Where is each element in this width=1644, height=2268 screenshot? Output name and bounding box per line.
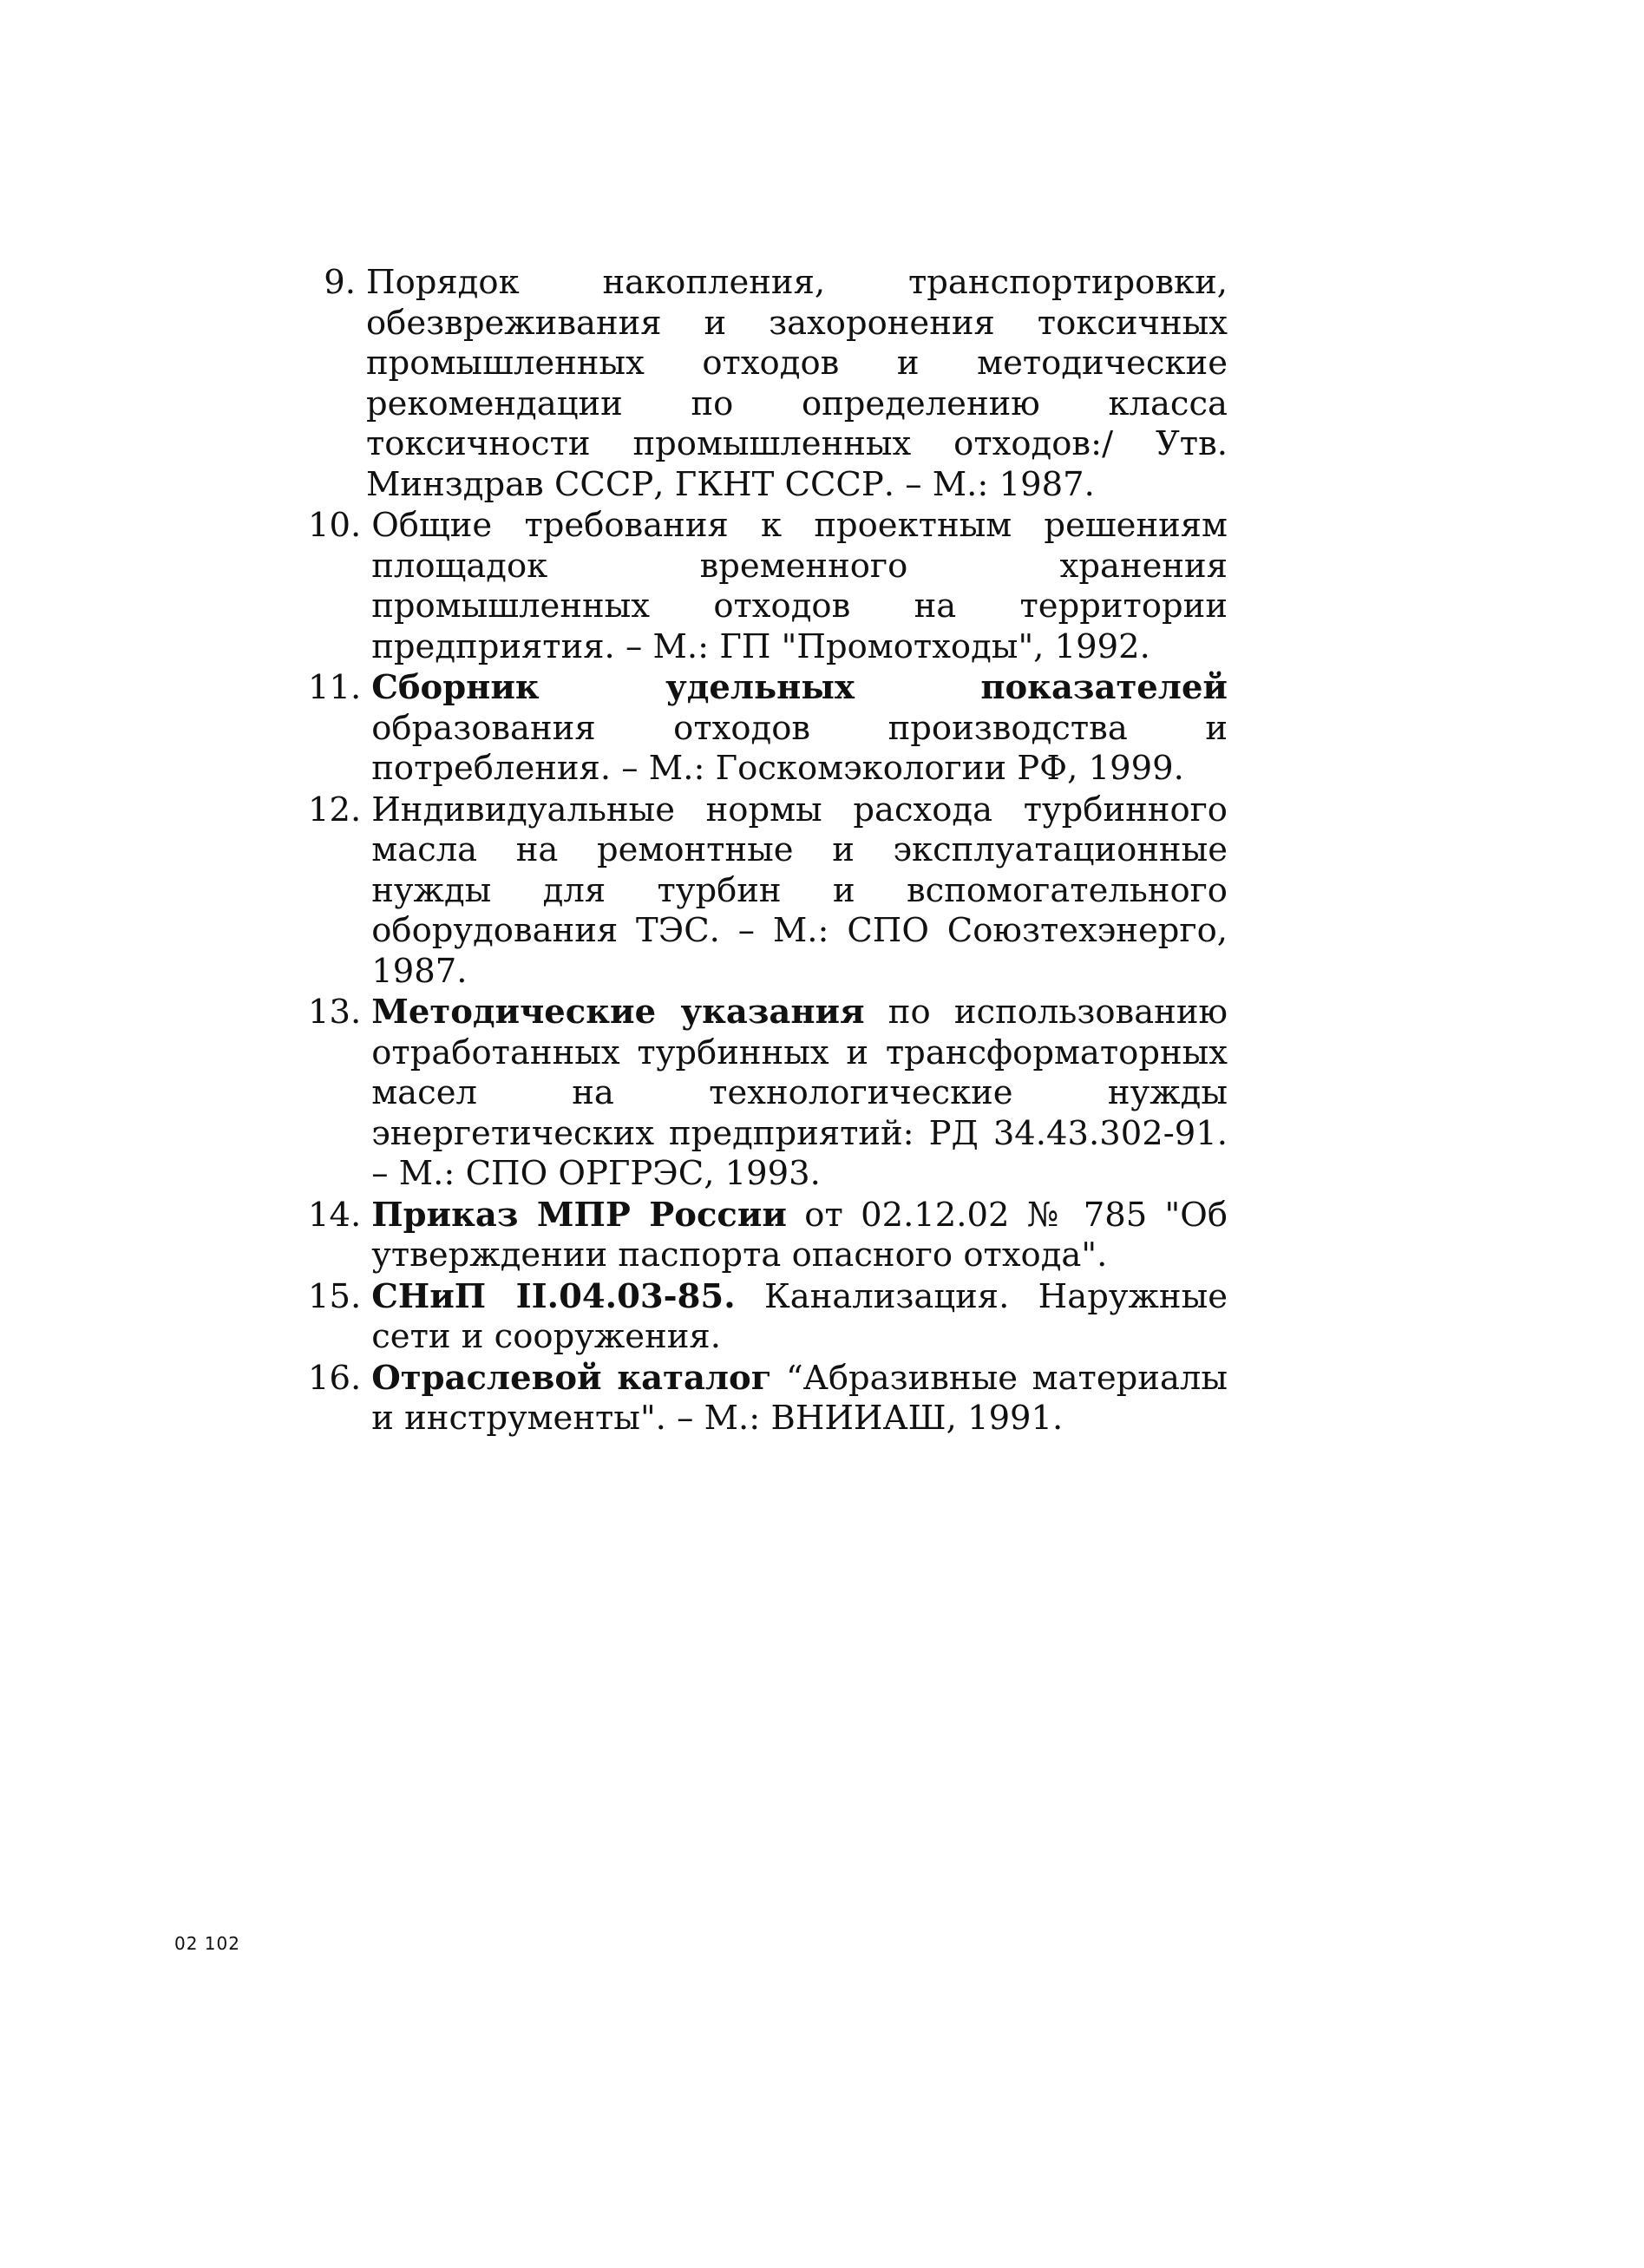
reference-text-block (371, 1277, 1228, 1358)
reference-text: Канализация. Наружные сети и сооружения. (371, 1276, 1228, 1356)
reference-text-block (371, 668, 1228, 790)
reference-text-block (371, 993, 1228, 1195)
reference-text: Порядок накопления, транспортировки, обезвреживания и захоронения токсичных промышленных отходов и методические рекомендации по определению класса токсичности промышленных отходов:/ Утв. Минздрав СССР, ГКНТ СССР. – М.: 1987. (366, 263, 1228, 504)
reference-item-11 (308, 668, 1228, 790)
reference-number: 11. (308, 668, 362, 707)
reference-number: 12. (308, 790, 362, 829)
reference-number: 14. (308, 1195, 362, 1235)
reference-number: 15. (308, 1276, 362, 1316)
reference-item-9 (308, 263, 1228, 505)
reference-number: 10. (308, 506, 362, 545)
reference-text-block (371, 1359, 1228, 1439)
reference-number: 9. (324, 263, 356, 302)
reference-item-10 (308, 506, 1228, 667)
reference-bold-title: Отраслевой каталог (371, 1358, 772, 1398)
reference-text: “Абразивные материалы и инструменты". – М.: ВНИИАШ, 1991. (371, 1358, 1228, 1438)
reference-text-block (366, 263, 1228, 505)
reference-item-12 (308, 790, 1228, 993)
reference-text: образования отходов производства и потребления. – М.: Госкомэкологии РФ, 1999. (371, 708, 1228, 788)
reference-text: по использованию отработанных турбинных и трансформаторных масел на технологические нужды энергетических предприятий: РД 34.43.302-91. – М.: СПО ОРГРЭС, 1993. (371, 993, 1228, 1193)
reference-item-16 (308, 1359, 1228, 1439)
reference-text-block (371, 790, 1228, 993)
reference-bold-title: Методические указания (371, 993, 865, 1032)
reference-list (308, 263, 1228, 1440)
reference-bold-title: Приказ МПР России (371, 1195, 787, 1235)
reference-number: 16. (308, 1358, 362, 1398)
reference-text-block (371, 506, 1228, 667)
reference-item-14 (308, 1196, 1228, 1276)
reference-item-15 (308, 1277, 1228, 1358)
reference-item-13 (308, 993, 1228, 1195)
reference-text-block (371, 1196, 1228, 1276)
page-code: 02 102 (174, 1933, 240, 1954)
reference-bold-title: Сборник удельных показателей (371, 668, 1228, 707)
reference-bold-title: СНиП II.04.03-85. (371, 1276, 736, 1316)
reference-text: от 02.12.02 № 785 "Об утверждении паспорта опасного отхода". (371, 1195, 1228, 1275)
reference-text: Общие требования к проектным решениям площадок временного хранения промышленных отходов на территории предприятия. – М.: ГП "Промотходы", 1992. (371, 506, 1228, 666)
reference-number: 13. (308, 993, 362, 1032)
reference-text: Индивидуальные нормы расхода турбинного масла на ремонтные и эксплуатационные нужды для турбин и вспомогательного оборудования ТЭС. – М.: СПО Союзтехэнерго, 1987. (371, 790, 1228, 991)
